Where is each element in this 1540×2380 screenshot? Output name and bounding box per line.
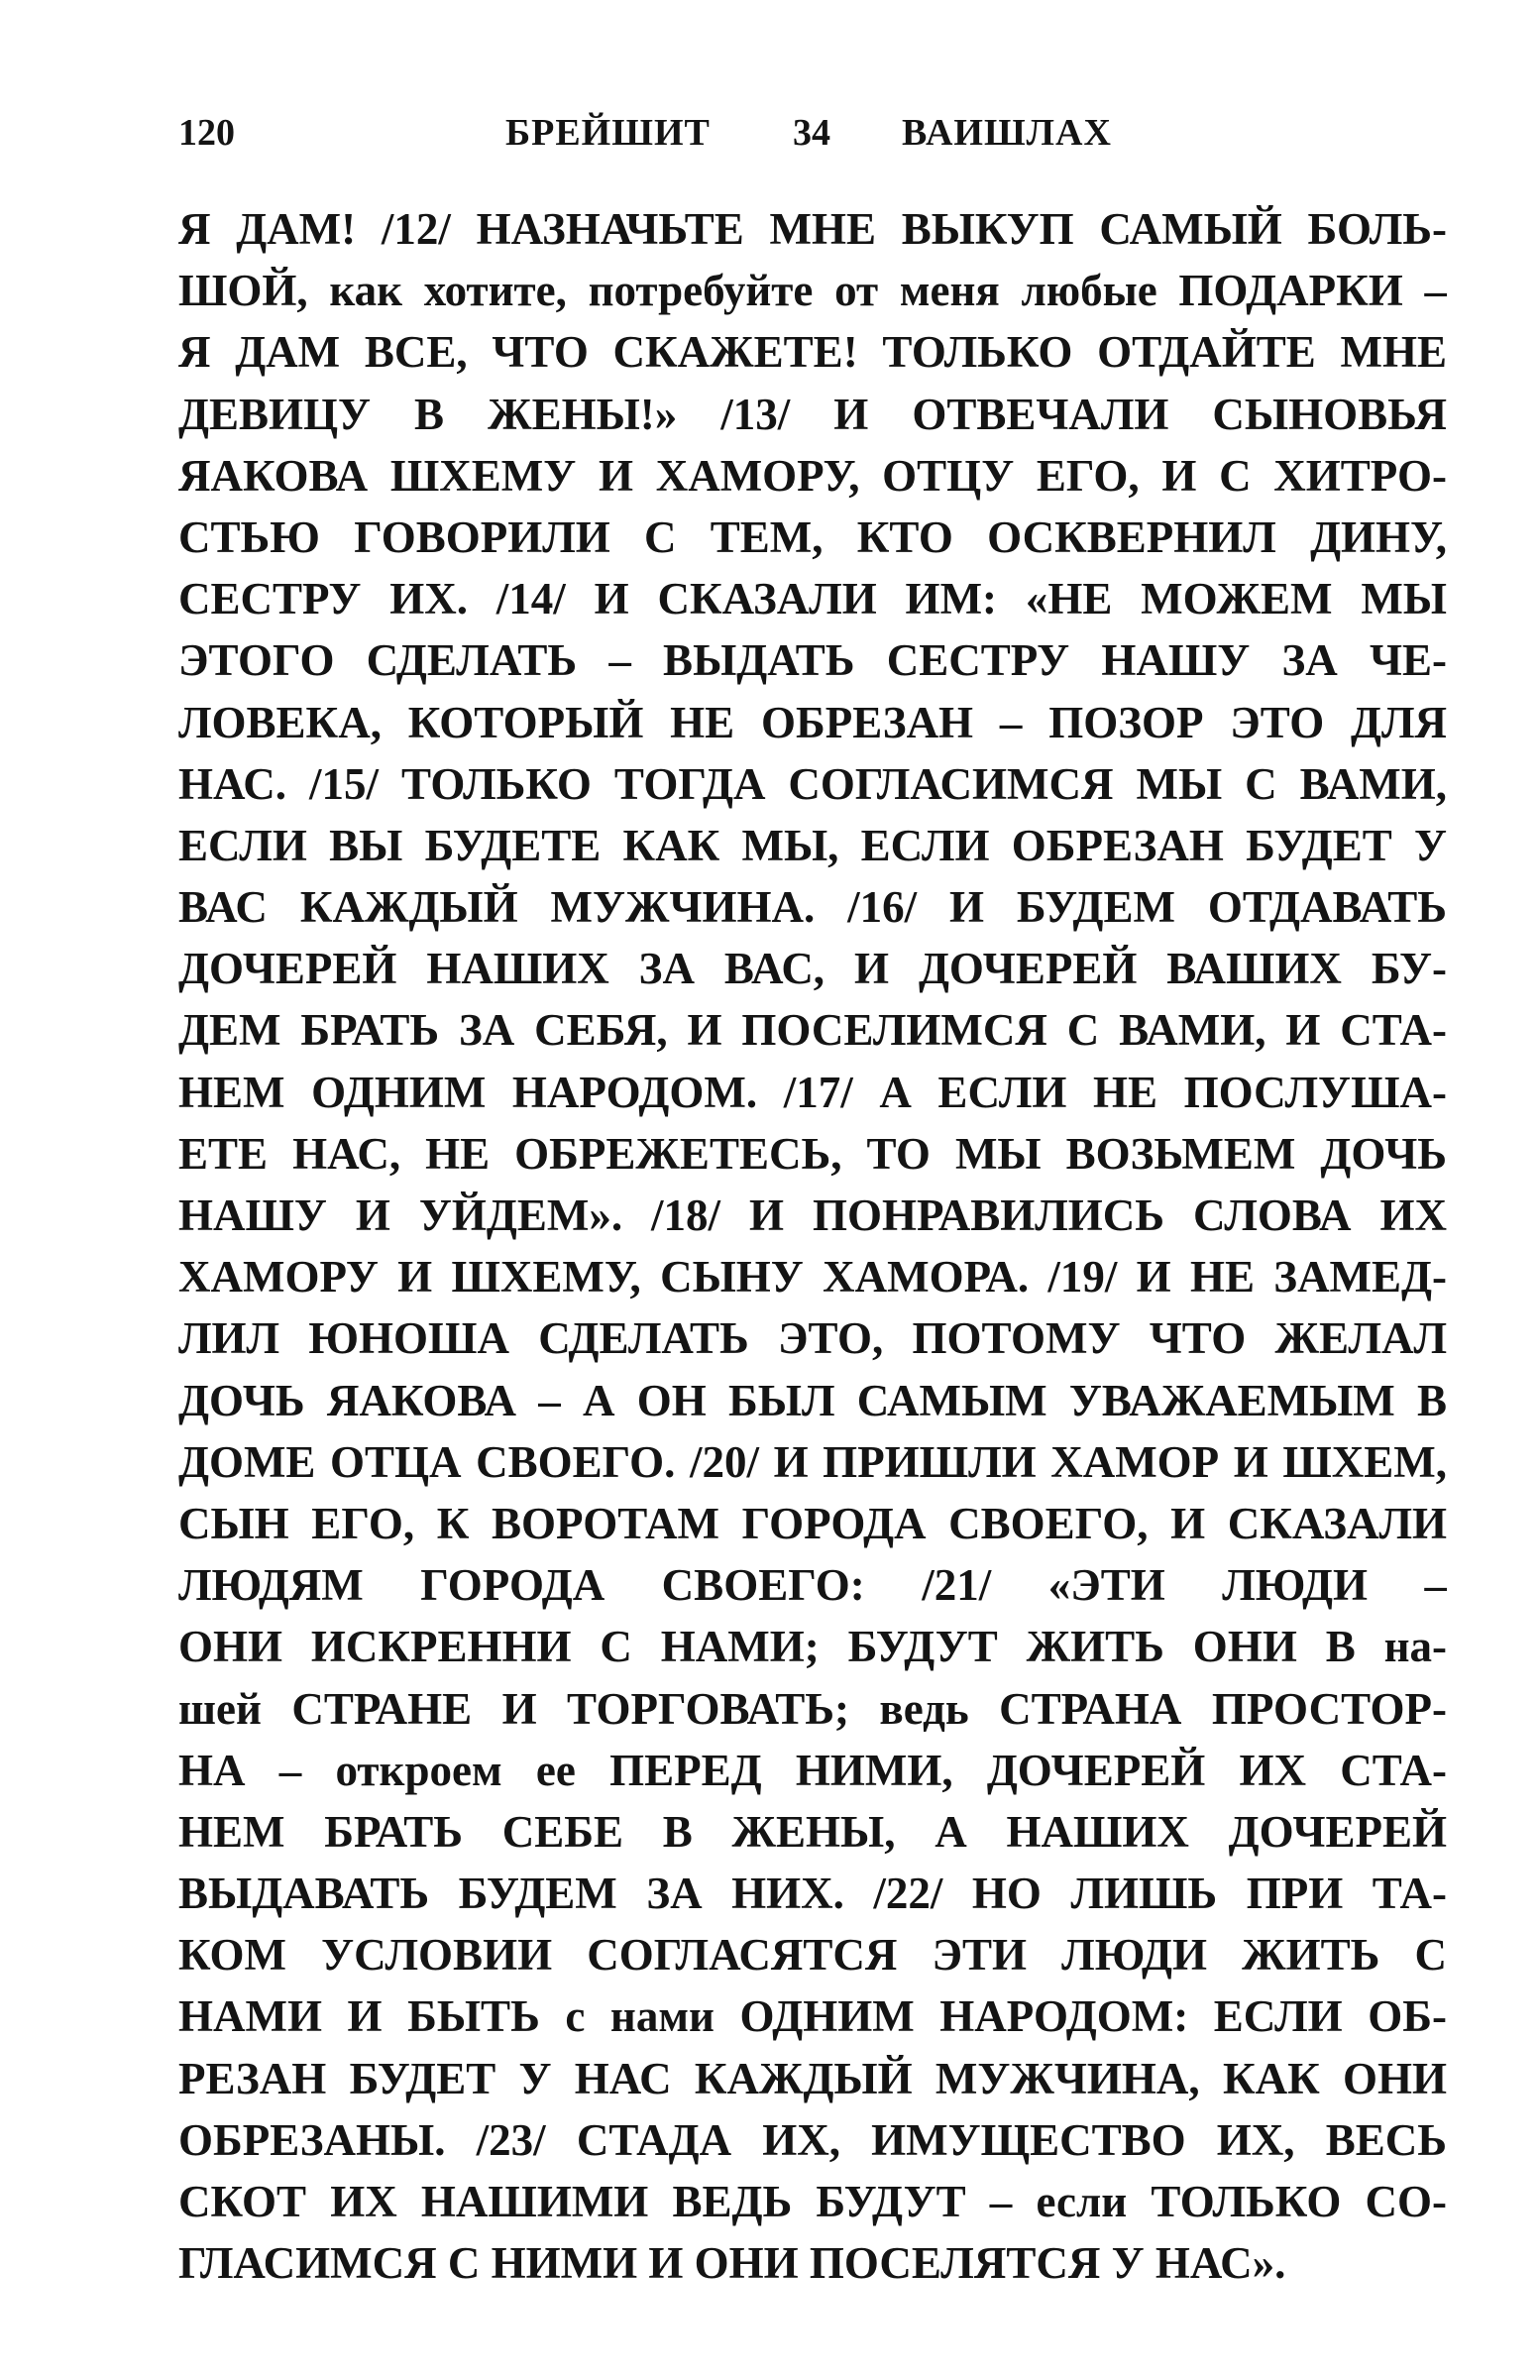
- text-line: ГЛАСИМСЯ С НИМИ И ОНИ ПОСЕЛЯТСЯ У НАС».: [178, 2238, 1286, 2289]
- text-line: СКОТ ИХ НАШИМИ ВЕДЬ БУДУТ – если ТОЛЬКО СО-: [178, 2177, 1447, 2226]
- text-line: ЛИЛ ЮНОША СДЕЛАТЬ ЭТО, ПОТОМУ ЧТО ЖЕЛАЛ: [178, 1313, 1447, 1364]
- text-line: НАШУ И УЙДЕМ». /18/ И ПОНРАВИЛИСЬ СЛОВА ИХ: [178, 1190, 1447, 1240]
- text-line: ДОЧЕРЕЙ НАШИХ ЗА ВАС, И ДОЧЕРЕЙ ВАШИХ БУ-: [178, 944, 1447, 994]
- text-line: ДОМЕ ОТЦА СВОЕГО. /20/ И ПРИШЛИ ХАМОР И ШХЕМ,: [178, 1436, 1447, 1487]
- text-line: ЛЮДЯМ ГОРОДА СВОЕГО: /21/ «ЭТИ ЛЮДИ –: [178, 1560, 1447, 1611]
- text-line: ВЫДАВАТЬ БУДЕМ ЗА НИХ. /22/ НО ЛИШЬ ПРИ ТА-: [178, 1869, 1447, 1919]
- chapter-number: 34: [793, 112, 830, 154]
- text-line: ВАС КАЖДЫЙ МУЖЧИНА. /16/ И БУДЕМ ОТДАВАТЬ: [178, 882, 1447, 933]
- text-line: ДОЧЬ ЯАКОВА – А ОН БЫЛ САМЫМ УВАЖАЕМЫМ В: [178, 1375, 1447, 1425]
- text-line: НЕМ ОДНИМ НАРОДОМ. /17/ А ЕСЛИ НЕ ПОСЛУША-: [178, 1067, 1447, 1117]
- text-line: ДЕМ БРАТЬ ЗА СЕБЯ, И ПОСЕЛИМСЯ С ВАМИ, И СТА-: [178, 1005, 1447, 1056]
- text-line: СЕСТРУ ИХ. /14/ И СКАЗАЛИ ИМ: «НЕ МОЖЕМ МЫ: [178, 574, 1447, 624]
- portion-title: ВАИШЛАХ: [902, 112, 1112, 154]
- body-text: [178, 198, 1447, 2294]
- text-line: ЯАКОВА ШХЕМУ И ХАМОРУ, ОТЦУ ЕГО, И С ХИТРО-: [178, 450, 1447, 501]
- page-number: 120: [178, 112, 235, 154]
- text-line: СЫН ЕГО, К ВОРОТАМ ГОРОДА СВОЕГО, И СКАЗАЛИ: [178, 1498, 1447, 1548]
- text-line: КОМ УСЛОВИИ СОГЛАСЯТСЯ ЭТИ ЛЮДИ ЖИТЬ С: [178, 1930, 1447, 1981]
- text-line: НАМИ И БЫТЬ с нами ОДНИМ НАРОДОМ: ЕСЛИ ОБ-: [178, 1991, 1447, 2042]
- text-line: ОНИ ИСКРЕННИ С НАМИ; БУДУТ ЖИТЬ ОНИ В на-: [178, 1622, 1447, 1672]
- text-line: Я ДАМ! /12/ НАЗНАЧЬТЕ МНЕ ВЫКУП САМЫЙ БОЛЬ-: [178, 204, 1447, 254]
- text-line: ОБРЕЗАНЫ. /23/ СТАДА ИХ, ИМУЩЕСТВО ИХ, ВЕСЬ: [178, 2114, 1447, 2165]
- text-line: ЛОВЕКА, КОТОРЫЙ НЕ ОБРЕЗАН – ПОЗОР ЭТО ДЛЯ: [178, 697, 1447, 747]
- running-header: [178, 103, 1447, 163]
- text-line: НАС. /15/ ТОЛЬКО ТОГДА СОГЛАСИМСЯ МЫ С ВАМИ,: [178, 758, 1447, 809]
- text-line: СТЬЮ ГОВОРИЛИ С ТЕМ, КТО ОСКВЕРНИЛ ДИНУ,: [178, 511, 1447, 562]
- text-line: НЕМ БРАТЬ СЕБЕ В ЖЕНЫ, А НАШИХ ДОЧЕРЕЙ: [178, 1806, 1447, 1857]
- text-line: ЕТЕ НАС, НЕ ОБРЕЖЕТЕСЬ, ТО МЫ ВОЗЬМЕМ ДОЧЬ: [178, 1128, 1447, 1179]
- text-line: ДЕВИЦУ В ЖЕНЫ!» /13/ И ОТВЕЧАЛИ СЫНОВЬЯ: [178, 389, 1447, 439]
- text-line: ШОЙ, как хотите, потребуйте от меня любые ПОДАРКИ –: [178, 266, 1447, 316]
- text-line: РЕЗАН БУДЕТ У НАС КАЖДЫЙ МУЖЧИНА, КАК ОНИ: [178, 2053, 1447, 2103]
- text-line: Я ДАМ ВСЕ, ЧТО СКАЖЕТЕ! ТОЛЬКО ОТДАЙТЕ МНЕ: [178, 327, 1447, 378]
- text-line: НА – откроем ее ПЕРЕД НИМИ, ДОЧЕРЕЙ ИХ СТА-: [178, 1745, 1447, 1795]
- text-line: шей СТРАНЕ И ТОРГОВАТЬ; ведь СТРАНА ПРОСТОР-: [178, 1683, 1447, 1734]
- text-line: ЕСЛИ ВЫ БУДЕТЕ КАК МЫ, ЕСЛИ ОБРЕЗАН БУДЕТ У: [178, 820, 1447, 870]
- text-line: ХАМОРУ И ШХЕМУ, СЫНУ ХАМОРА. /19/ И НЕ ЗАМЕД-: [178, 1252, 1447, 1303]
- book-title: БРЕЙШИТ: [505, 112, 711, 154]
- text-line: ЭТОГО СДЕЛАТЬ – ВЫДАТЬ СЕСТРУ НАШУ ЗА ЧЕ-: [178, 635, 1447, 686]
